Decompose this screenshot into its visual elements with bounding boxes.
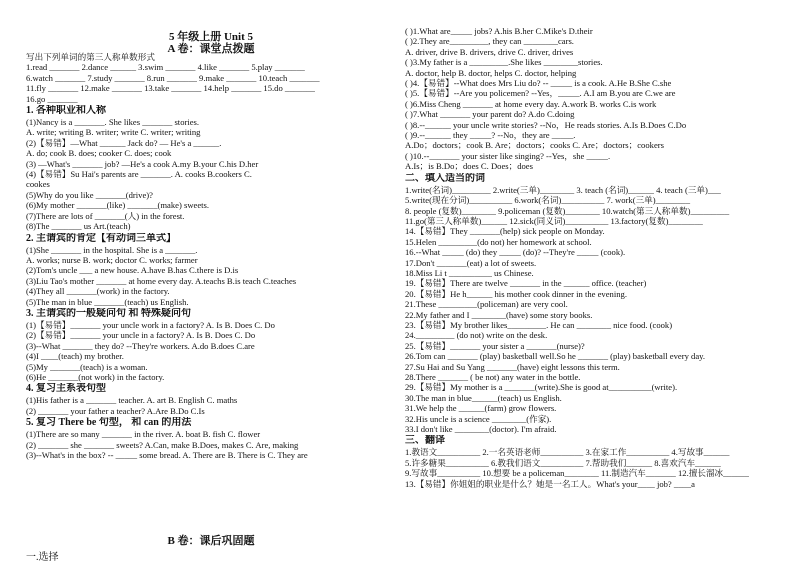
exercise-line: (2)【易错】_______ your uncle in a factory? A. Is B. Does C. Do [26,330,256,341]
exercise-line: A. doctor, help B. doctor, helps C. doctor, helping [405,67,577,78]
exercise-line: 1.write(名词)_________ 2.write(三单)________ 3. teach (名词)______ 4. teach (三单)___ [405,184,721,195]
exercise-line: (6)He _______(not work) in the factory. [26,371,165,382]
exercise-line: A. do; cook B. does; cooker C. does; cook [26,148,172,159]
exercise-line: ( )10.--_______ your sister like singing? --Yes，she _____. [405,150,611,161]
exercise-line: 25.【易错】_______ your sister a _______(nurse)? [405,340,585,351]
exercise-line: (2)【易错】—What ______ Jack do? — He's a ______. [26,137,222,148]
exercise-line: 27.Su Hai and Su Yang _______(have) eight lessons this term. [405,361,620,372]
exercise-line: 32.His uncle is a science ________(作家). [405,413,552,424]
exercise-line: 1.read _______ 2.dance ______ 3.swim _______ 4.like _______ 5.play _______ [26,62,305,73]
exercise-line: 21.These _________(policeman) are very cool. [405,299,568,310]
exercise-line: ( )7.What _______ your parent do? A.do C.doing [405,109,575,120]
exercise-line: (6)My mother _______(like) _______(make) sweets. [26,200,210,211]
section-heading: 三、翻译 [405,435,445,447]
exercise-line: (3)Liu Tao's mother _______ at home every day. A.teachs B.is teach C.teaches [26,275,297,286]
page-title: 5 年级上册 Unit 5 [168,31,254,43]
exercise-line: (5)My _______(teach) is a woman. [26,361,148,372]
exercise-line: 29.【易错】My mother is a _______(write).She is good at__________(write). [405,382,678,393]
exercise-line: (1)His father is a _______ teacher. A. art B. English C. maths [26,395,238,406]
exercise-line: 16.go _______ [26,93,78,104]
exercise-line: 5.write(现在分词)__________ 6.work(名词)__________ 7. work(三单)________ [405,195,690,206]
exercise-line: (5)The man in blue _______(teach) us English. [26,296,189,307]
exercise-line: 9.写故事__________ 10.想要 be a policeman________ 11.制造汽车_______ 12.擅长溜冰______ [405,468,749,479]
exercise-line: ( )3.My father is a _________.She likes ________stories. [405,57,603,68]
exercise-line: (4)They all _______(work) in the factory. [26,286,170,297]
exercise-line: A.Is；is B.Do；does C. Does；does [405,161,533,172]
section-b-title: B 卷：课后巩固题 [167,535,255,547]
exercise-line: ( )8.--______ your uncle write stories? --No，He reads stories. A.Is B.Does C.Do [405,119,687,130]
exercise-line: 15.Helen _________(do not) her homework at school. [405,236,592,247]
exercise-line: (4)I ____(teach) my brother. [26,351,124,362]
exercise-line: (2) _______ your father a teacher? A.Are B.Do C.Is [26,405,205,416]
exercise-line: 11.fly _______ 12.make _______ 13.take _______ 14.help _______ 15.do _______ [26,83,315,94]
exercise-line: 5.许多糖果__________ 6.教我们语文__________ 7.帮助我们______ 8.喜欢汽车______ [405,457,721,468]
exercise-line: (2) _______ she _______ sweets? A.Can, make B.Does, makes C. Are, making [26,439,299,450]
exercise-line: 16.--What _____ (do) they _____ (do)? --They're _____ (cook). [405,247,626,258]
exercise-line: 26.Tom can _______ (play) basketball well.So he _______ (play) basketball every day. [405,351,706,362]
section-heading: 二、填入适当的词 [405,172,485,184]
left-column [26,52,396,460]
section-a-title: A 卷：课堂点拨题 [167,43,255,55]
exercise-line: A. driver, drive B. drivers, drive C. driver, drives [405,46,574,57]
exercise-line: (3)--What's in the box? -- _____ some bread. A. There are B. There is C. They are [26,450,308,460]
exercise-line: 1.教语文__________ 2.一名英语老师__________ 3.在家工作__________ 4.写故事______ [405,447,730,458]
exercise-line: 18.Miss Li t __________ us Chinese. [405,267,534,278]
exercise-line: ( )4.【易错】--What does Mrs Liu do? -- _____ is a cook. A.He B.She C.she [405,78,672,89]
exercise-line: 8. people (复数)________ 9.policeman (复数)________ 10.watch(第三人称单数)_________ [405,205,730,216]
exercise-line: 19.【易错】There are twelve _______ in the ______ office. (teacher) [405,278,647,289]
exercise-line: 23.【易错】My brother likes_________. He can ________ nice food. (cook) [405,319,673,330]
exercise-line: ( )6.Miss Cheng _______ at home every day. A.work B. works C.is work [405,98,657,109]
exercise-line: 13.【易错】你姐姐的职业是什么？她是一名工人。What's your____ job? ____a [405,478,695,489]
exercise-line: 24._________ (do not) write on the desk. [405,330,548,341]
exercise-line: (2)Tom's uncle ___ a new house. A.have B.has C.there is D.is [26,265,239,276]
exercise-line: 20.【易错】He h______ his mother cook dinner in the evening. [405,288,627,299]
section-heading: 3. 主谓宾的一般疑问句 和 特殊疑问句 [26,307,191,319]
exercise-line: (1)Nancy is a _______. She likes _______ stories. [26,117,200,128]
exercise-line: ( )9.--______ they _____? --No，they are _____. [405,130,576,141]
exercise-line: 14.【易错】They _______(help) sick people on Monday. [405,226,605,237]
exercise-line: 28.There _______ ( be not) any water in the bottle. [405,372,581,382]
exercise-line: 31.We help the ______(farm) grow flowers. [405,403,557,414]
exercise-line: ( )2.They are_________, they can ________cars. [405,36,574,47]
exercise-line: A. write; writing B. writer; write C. writer; writing [26,127,201,138]
exercise-line: ( )5.【易错】--Are you policemen? --Yes，_____. A.I am B.you are C.we are [405,88,676,99]
exercise-line: (3) —What's _______ job? —He's a cook A.my B.your C.his D.her [26,158,259,169]
section-heading: 5. 复习 There be 句型， 和 can 的用法 [26,417,192,429]
exercise-line: 22.My father and I ________(have) some story books. [405,309,593,320]
exercise-line: 33.I don't like ________(doctor). I'm afraid. [405,424,557,435]
exercise-line: cookes [26,179,50,190]
exercise-line: ( )1.What are_____ jobs? A.his B.her C.Mike's D.their [405,26,593,36]
exercise-line: (8)The _______ us Art.(teach) [26,221,131,232]
section-heading: 1. 各种职业和人称 [26,105,106,117]
exercise-line: (1)【易错】_______ your uncle work in a factory? A. Is B. Does C. Do [26,319,275,330]
exercise-line: (7)There are lots of _______(人) in the forest. [26,210,185,221]
exercise-line: (1)She _______ in the hospital. She is a _______. [26,244,198,255]
right-column [405,26,775,489]
exercise-line: A.Do；doctors；cook B. Are；doctors；cooks C. Are；doctors；cookers [405,140,664,151]
exercise-line: 17.Don't _______(eat) a lot of sweets. [405,257,537,268]
exercise-line: 6.watch _______ 7.study _______ 8.run _______ 9.make _______ 10.teach _______ [26,72,320,83]
exercise-line: (3)--What _______ they do? --They're workers. A.do B.does C.are [26,340,255,351]
exercise-line: 11.go(第三人称单数)______ 12.sick(同义词)__________ 13.factory(复数)________ [405,215,703,226]
exercise-line: 写出下列单词的第三人称单数形式 [26,52,155,62]
exercise-line: (1)There are so many _______ in the river. A. boat B. fish C. flower [26,429,261,440]
exercise-line: A. works; nurse B. work; doctor C. works; farmer [26,254,198,265]
exercise-line: (4)【易错】Su Hai's parents are _______. A. cooks B.cookers C. [26,169,252,180]
section-heading: 4. 复习主系表句型 [26,383,106,395]
section-heading: 2. 主谓宾的肯定【有动词三单式】 [26,232,176,244]
exercise-line: (5)Why do you like _______(drive)? [26,189,153,200]
section-b-subtitle: 一.选择 [26,552,59,563]
exercise-line: 30.The man in blue______(teach) us English. [405,392,562,403]
